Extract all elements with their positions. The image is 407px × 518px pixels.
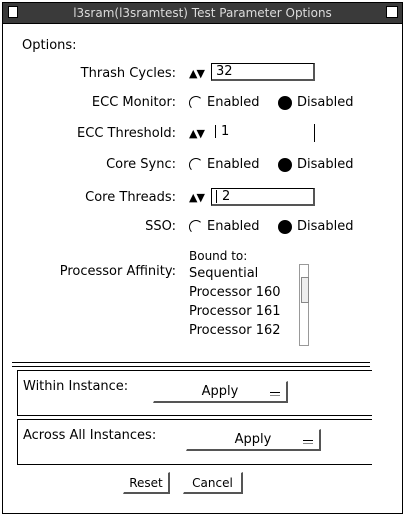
core-threads-spinner-icon[interactable]: ▲▼ — [189, 191, 204, 204]
sso-disabled-label[interactable]: Disabled — [297, 219, 354, 234]
option-menu-icon — [303, 440, 313, 444]
close-icon[interactable] — [386, 6, 398, 18]
core-threads-value: 2 — [222, 189, 231, 204]
thrash-cycles-field[interactable]: 32 — [211, 63, 315, 81]
separator-bottom — [12, 366, 370, 367]
scrollbar-thumb[interactable] — [301, 277, 309, 303]
separator-top — [12, 362, 370, 363]
core-sync-enabled-label[interactable]: Enabled — [207, 157, 260, 172]
reset-button[interactable]: Reset — [123, 472, 170, 494]
ecc-monitor-label: ECC Monitor: — [91, 95, 176, 110]
ecc-monitor-disabled-label[interactable]: Disabled — [297, 95, 354, 110]
processor-affinity-label: Processor Affinity: — [59, 264, 176, 279]
within-instance-apply-label: Apply — [201, 384, 239, 399]
option-menu-icon — [270, 392, 280, 396]
across-instances-apply-label: Apply — [234, 432, 272, 447]
window-title: l3sram(l3sramtest) Test Parameter Options — [73, 6, 332, 20]
list-item[interactable]: Processor 162 — [189, 323, 281, 338]
ecc-threshold-spinner-icon[interactable]: ▲▼ — [189, 127, 204, 140]
within-instance-label: Within Instance: — [23, 379, 129, 394]
sso-enabled-label[interactable]: Enabled — [207, 219, 260, 234]
ecc-monitor-enabled-label[interactable]: Enabled — [207, 95, 260, 110]
ecc-threshold-label: ECC Threshold: — [77, 126, 176, 141]
core-sync-disabled-label[interactable]: Disabled — [297, 157, 354, 172]
thrash-cycles-spinner-icon[interactable]: ▲▼ — [189, 67, 204, 80]
ecc-monitor-enabled-radio[interactable] — [189, 96, 203, 110]
window-menu-icon[interactable] — [8, 6, 18, 18]
core-threads-field[interactable] — [211, 188, 315, 206]
text-cursor-icon — [216, 190, 221, 203]
cancel-button[interactable]: Cancel — [183, 472, 243, 494]
core-sync-enabled-radio[interactable] — [189, 158, 203, 172]
list-item[interactable]: Sequential — [189, 266, 259, 281]
ecc-monitor-disabled-radio[interactable] — [278, 96, 292, 110]
title-bar[interactable] — [3, 3, 402, 24]
options-heading: Options: — [22, 38, 77, 53]
affinity-scrollbar[interactable] — [299, 264, 309, 346]
list-item[interactable]: Processor 161 — [189, 304, 281, 319]
across-instances-label: Across All Instances: — [23, 428, 157, 443]
list-item[interactable]: Processor 160 — [189, 285, 281, 300]
core-sync-label: Core Sync: — [106, 157, 176, 172]
core-threads-label: Core Threads: — [85, 190, 176, 205]
ecc-threshold-field[interactable] — [211, 124, 315, 142]
ecc-threshold-value: 1 — [221, 124, 230, 139]
within-instance-apply-button[interactable] — [153, 381, 288, 403]
sso-enabled-radio[interactable] — [189, 220, 203, 234]
bound-to-label: Bound to: — [189, 249, 248, 263]
thrash-cycles-label: Thrash Cycles: — [80, 66, 176, 81]
across-instances-apply-button[interactable] — [186, 429, 321, 451]
sso-disabled-radio[interactable] — [278, 220, 292, 234]
core-sync-disabled-radio[interactable] — [278, 158, 292, 172]
text-cursor-icon — [215, 125, 220, 138]
processor-affinity-list[interactable] — [189, 264, 311, 348]
sso-label: SSO: — [145, 219, 176, 234]
